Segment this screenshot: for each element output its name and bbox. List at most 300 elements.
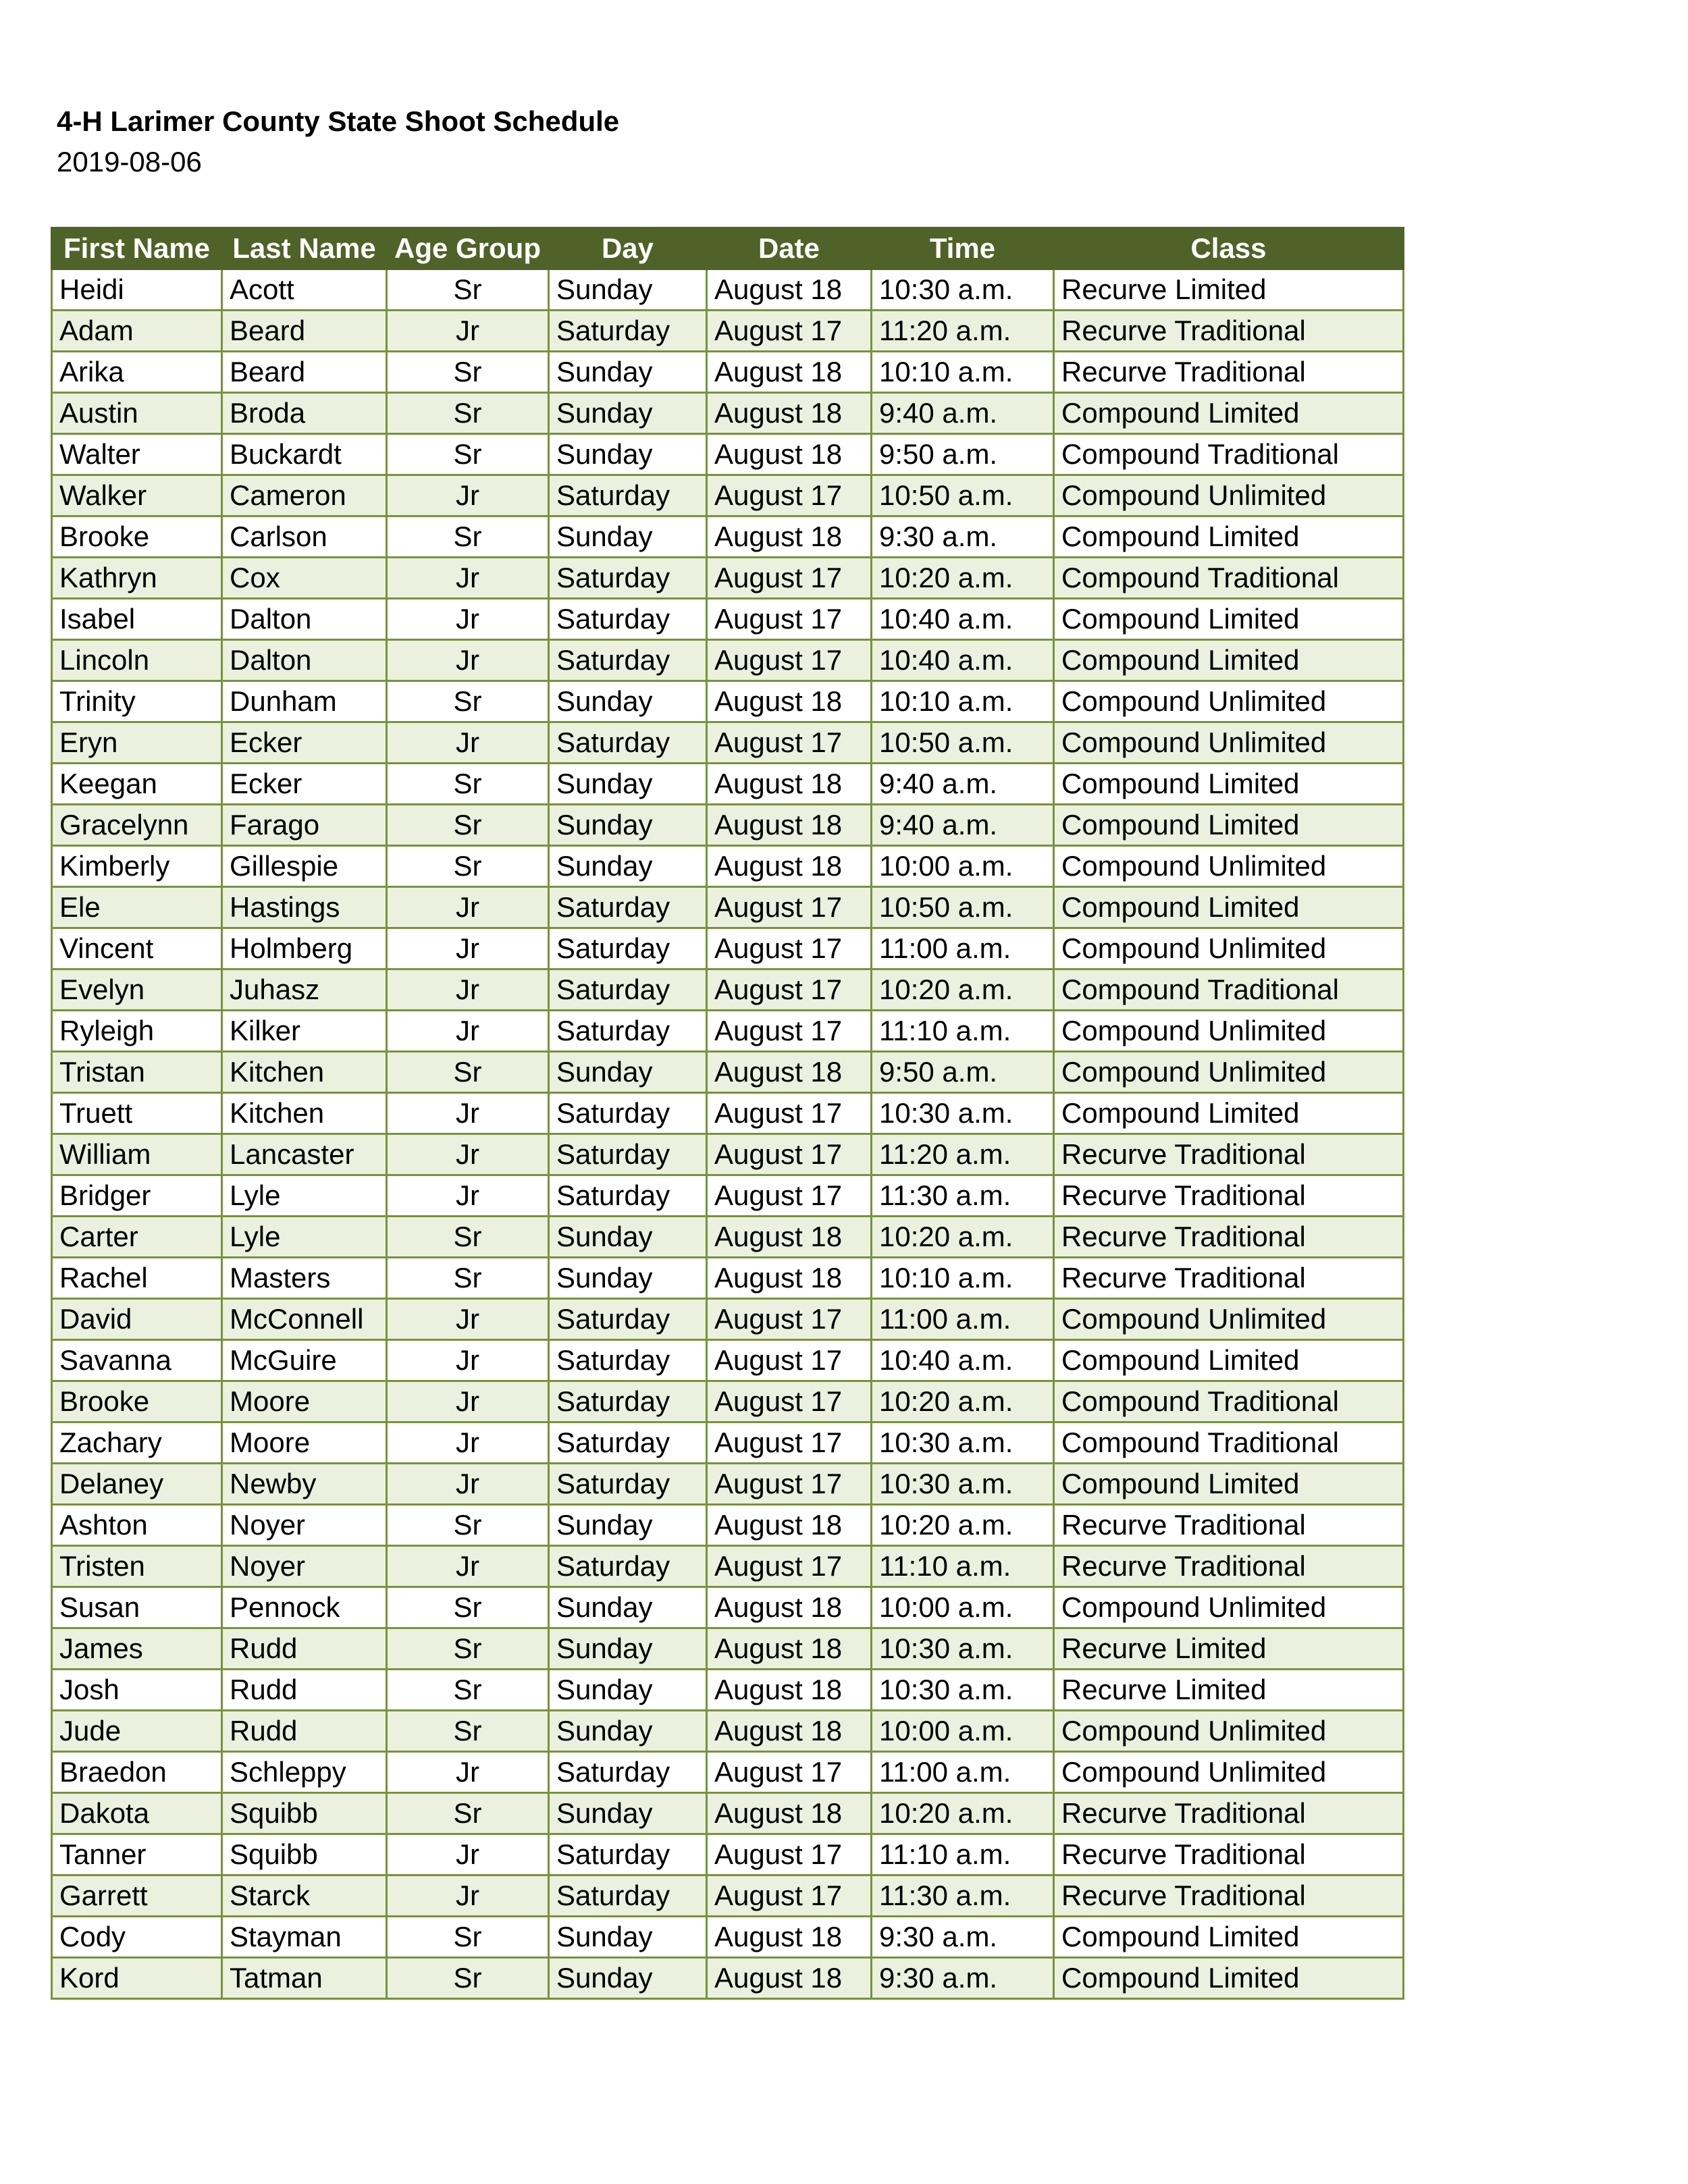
table-row	[52, 1464, 1404, 1505]
table-row	[52, 475, 1404, 516]
table-row	[52, 1505, 1404, 1546]
class-cell: Compound Unlimited	[1054, 681, 1404, 722]
age-group-cell: Sr	[387, 764, 549, 805]
day-cell: Sunday	[549, 1793, 707, 1834]
table-row	[52, 764, 1404, 805]
first-name-cell: Vincent	[52, 928, 222, 969]
time-cell: 11:10 a.m.	[872, 1834, 1054, 1875]
age-group-cell: Jr	[387, 1546, 549, 1587]
date-cell: August 18	[707, 1505, 872, 1546]
day-cell: Saturday	[549, 1834, 707, 1875]
class-cell: Compound Limited	[1054, 516, 1404, 558]
class-cell: Compound Limited	[1054, 393, 1404, 434]
day-cell: Saturday	[549, 475, 707, 516]
table-row	[52, 1258, 1404, 1299]
last-name-cell: McGuire	[222, 1340, 387, 1381]
table-row	[52, 1052, 1404, 1093]
age-group-cell: Sr	[387, 393, 549, 434]
time-cell: 10:00 a.m.	[872, 1711, 1054, 1752]
time-cell: 10:10 a.m.	[872, 681, 1054, 722]
class-cell: Compound Limited	[1054, 805, 1404, 846]
table-row	[52, 1711, 1404, 1752]
date-cell: August 17	[707, 1422, 872, 1464]
table-row	[52, 640, 1404, 681]
age-group-cell: Jr	[387, 1093, 549, 1134]
time-cell: 10:00 a.m.	[872, 846, 1054, 887]
day-cell: Saturday	[549, 599, 707, 640]
date-cell: August 18	[707, 1793, 872, 1834]
first-name-cell: Ryleigh	[52, 1011, 222, 1052]
first-name-cell: Ashton	[52, 1505, 222, 1546]
day-cell: Saturday	[549, 928, 707, 969]
first-name-cell: Arika	[52, 352, 222, 393]
table-row	[52, 928, 1404, 969]
first-name-cell: Rachel	[52, 1258, 222, 1299]
time-cell: 10:20 a.m.	[872, 1381, 1054, 1422]
class-cell: Compound Unlimited	[1054, 846, 1404, 887]
table-row	[52, 1134, 1404, 1175]
age-group-cell: Sr	[387, 1793, 549, 1834]
first-name-cell: Garrett	[52, 1875, 222, 1917]
day-cell: Saturday	[549, 1093, 707, 1134]
class-cell: Compound Limited	[1054, 1958, 1404, 1999]
last-name-cell: Broda	[222, 393, 387, 434]
age-group-cell: Jr	[387, 1175, 549, 1217]
table-row	[52, 1670, 1404, 1711]
report-date: 2019-08-06	[57, 146, 202, 178]
day-cell: Sunday	[549, 846, 707, 887]
time-cell: 10:20 a.m.	[872, 1793, 1054, 1834]
first-name-cell: Tanner	[52, 1834, 222, 1875]
age-group-cell: Sr	[387, 1217, 549, 1258]
first-name-cell: Dakota	[52, 1793, 222, 1834]
page-title: 4-H Larimer County State Shoot Schedule	[57, 105, 620, 137]
class-cell: Compound Traditional	[1054, 434, 1404, 475]
time-cell: 10:30 a.m.	[872, 1093, 1054, 1134]
table-row	[52, 1340, 1404, 1381]
day-cell: Sunday	[549, 352, 707, 393]
day-cell: Sunday	[549, 516, 707, 558]
time-cell: 10:00 a.m.	[872, 1587, 1054, 1628]
date-cell: August 17	[707, 1299, 872, 1340]
age-group-cell: Sr	[387, 1917, 549, 1958]
class-cell: Compound Traditional	[1054, 558, 1404, 599]
time-cell: 11:20 a.m.	[872, 1134, 1054, 1175]
age-group-cell: Sr	[387, 846, 549, 887]
shoot-schedule-table	[51, 227, 1404, 2000]
first-name-cell: Brooke	[52, 1381, 222, 1422]
time-cell: 10:30 a.m.	[872, 1422, 1054, 1464]
date-cell: August 18	[707, 516, 872, 558]
last-name-cell: Lancaster	[222, 1134, 387, 1175]
day-cell: Saturday	[549, 1464, 707, 1505]
table-row	[52, 352, 1404, 393]
date-cell: August 18	[707, 1917, 872, 1958]
date-cell: August 17	[707, 1134, 872, 1175]
last-name-cell: Beard	[222, 311, 387, 352]
time-cell: 11:10 a.m.	[872, 1546, 1054, 1587]
day-cell: Sunday	[549, 1670, 707, 1711]
age-group-cell: Jr	[387, 1752, 549, 1793]
class-cell: Recurve Traditional	[1054, 1546, 1404, 1587]
date-cell: August 17	[707, 1752, 872, 1793]
class-cell: Recurve Limited	[1054, 1670, 1404, 1711]
time-cell: 10:30 a.m.	[872, 1670, 1054, 1711]
table-row	[52, 681, 1404, 722]
day-cell: Saturday	[549, 311, 707, 352]
class-cell: Recurve Traditional	[1054, 1258, 1404, 1299]
day-cell: Sunday	[549, 1258, 707, 1299]
day-cell: Sunday	[549, 1958, 707, 1999]
class-cell: Compound Unlimited	[1054, 1011, 1404, 1052]
date-cell: August 17	[707, 1093, 872, 1134]
column-header-last-name: Last Name	[222, 228, 387, 269]
last-name-cell: Dalton	[222, 599, 387, 640]
time-cell: 10:50 a.m.	[872, 722, 1054, 764]
class-cell: Compound Unlimited	[1054, 722, 1404, 764]
table-row	[52, 516, 1404, 558]
day-cell: Saturday	[549, 887, 707, 928]
time-cell: 10:50 a.m.	[872, 887, 1054, 928]
last-name-cell: Beard	[222, 352, 387, 393]
class-cell: Recurve Traditional	[1054, 311, 1404, 352]
last-name-cell: Dalton	[222, 640, 387, 681]
column-header-class: Class	[1054, 228, 1404, 269]
table-row	[52, 805, 1404, 846]
table-row	[52, 1011, 1404, 1052]
class-cell: Compound Limited	[1054, 887, 1404, 928]
age-group-cell: Jr	[387, 1011, 549, 1052]
class-cell: Compound Unlimited	[1054, 1052, 1404, 1093]
last-name-cell: Buckardt	[222, 434, 387, 475]
date-cell: August 18	[707, 1958, 872, 1999]
age-group-cell: Sr	[387, 269, 549, 311]
age-group-cell: Sr	[387, 352, 549, 393]
class-cell: Recurve Traditional	[1054, 1834, 1404, 1875]
first-name-cell: Ele	[52, 887, 222, 928]
table-row	[52, 434, 1404, 475]
date-cell: August 17	[707, 722, 872, 764]
last-name-cell: Moore	[222, 1422, 387, 1464]
first-name-cell: Trinity	[52, 681, 222, 722]
day-cell: Sunday	[549, 434, 707, 475]
day-cell: Saturday	[549, 1011, 707, 1052]
date-cell: August 17	[707, 969, 872, 1011]
age-group-cell: Jr	[387, 1464, 549, 1505]
date-cell: August 17	[707, 1381, 872, 1422]
age-group-cell: Sr	[387, 1052, 549, 1093]
age-group-cell: Sr	[387, 1505, 549, 1546]
age-group-cell: Sr	[387, 434, 549, 475]
day-cell: Saturday	[549, 1381, 707, 1422]
age-group-cell: Jr	[387, 599, 549, 640]
last-name-cell: Squibb	[222, 1834, 387, 1875]
age-group-cell: Jr	[387, 928, 549, 969]
age-group-cell: Jr	[387, 1834, 549, 1875]
date-cell: August 18	[707, 269, 872, 311]
age-group-cell: Jr	[387, 558, 549, 599]
table-row	[52, 1217, 1404, 1258]
table-row	[52, 969, 1404, 1011]
last-name-cell: Newby	[222, 1464, 387, 1505]
age-group-cell: Sr	[387, 805, 549, 846]
date-cell: August 17	[707, 311, 872, 352]
date-cell: August 18	[707, 764, 872, 805]
last-name-cell: Rudd	[222, 1628, 387, 1670]
age-group-cell: Jr	[387, 722, 549, 764]
date-cell: August 18	[707, 393, 872, 434]
table-row	[52, 1958, 1404, 1999]
table-row	[52, 1546, 1404, 1587]
first-name-cell: Tristan	[52, 1052, 222, 1093]
last-name-cell: Ecker	[222, 764, 387, 805]
class-cell: Compound Limited	[1054, 1464, 1404, 1505]
first-name-cell: Walker	[52, 475, 222, 516]
time-cell: 10:50 a.m.	[872, 475, 1054, 516]
class-cell: Recurve Traditional	[1054, 352, 1404, 393]
class-cell: Recurve Limited	[1054, 269, 1404, 311]
table-row	[52, 1093, 1404, 1134]
day-cell: Saturday	[549, 558, 707, 599]
last-name-cell: Gillespie	[222, 846, 387, 887]
age-group-cell: Sr	[387, 1711, 549, 1752]
last-name-cell: Rudd	[222, 1670, 387, 1711]
last-name-cell: Pennock	[222, 1587, 387, 1628]
time-cell: 10:20 a.m.	[872, 558, 1054, 599]
class-cell: Recurve Traditional	[1054, 1217, 1404, 1258]
last-name-cell: Tatman	[222, 1958, 387, 1999]
table-row	[52, 722, 1404, 764]
day-cell: Saturday	[549, 1340, 707, 1381]
table-header-row	[52, 228, 1404, 269]
last-name-cell: Juhasz	[222, 969, 387, 1011]
first-name-cell: Heidi	[52, 269, 222, 311]
first-name-cell: Kathryn	[52, 558, 222, 599]
date-cell: August 18	[707, 1628, 872, 1670]
first-name-cell: Carter	[52, 1217, 222, 1258]
class-cell: Recurve Traditional	[1054, 1875, 1404, 1917]
first-name-cell: Kord	[52, 1958, 222, 1999]
day-cell: Saturday	[549, 1546, 707, 1587]
day-cell: Sunday	[549, 269, 707, 311]
table-row	[52, 1422, 1404, 1464]
date-cell: August 17	[707, 1340, 872, 1381]
table-row	[52, 1834, 1404, 1875]
age-group-cell: Jr	[387, 640, 549, 681]
time-cell: 9:40 a.m.	[872, 805, 1054, 846]
class-cell: Compound Unlimited	[1054, 1752, 1404, 1793]
age-group-cell: Jr	[387, 1422, 549, 1464]
date-cell: August 18	[707, 846, 872, 887]
day-cell: Saturday	[549, 1422, 707, 1464]
time-cell: 9:40 a.m.	[872, 764, 1054, 805]
class-cell: Compound Limited	[1054, 1917, 1404, 1958]
day-cell: Sunday	[549, 1505, 707, 1546]
time-cell: 10:10 a.m.	[872, 352, 1054, 393]
last-name-cell: Ecker	[222, 722, 387, 764]
age-group-cell: Jr	[387, 311, 549, 352]
date-cell: August 17	[707, 928, 872, 969]
column-header-first-name: First Name	[52, 228, 222, 269]
first-name-cell: David	[52, 1299, 222, 1340]
age-group-cell: Sr	[387, 516, 549, 558]
last-name-cell: Dunham	[222, 681, 387, 722]
time-cell: 11:30 a.m.	[872, 1875, 1054, 1917]
day-cell: Sunday	[549, 1711, 707, 1752]
age-group-cell: Sr	[387, 1587, 549, 1628]
column-header-day: Day	[549, 228, 707, 269]
date-cell: August 17	[707, 558, 872, 599]
last-name-cell: Lyle	[222, 1217, 387, 1258]
age-group-cell: Jr	[387, 969, 549, 1011]
time-cell: 9:40 a.m.	[872, 393, 1054, 434]
time-cell: 10:30 a.m.	[872, 1464, 1054, 1505]
last-name-cell: Hastings	[222, 887, 387, 928]
table-row	[52, 558, 1404, 599]
date-cell: August 18	[707, 1258, 872, 1299]
last-name-cell: Kilker	[222, 1011, 387, 1052]
class-cell: Compound Unlimited	[1054, 1587, 1404, 1628]
age-group-cell: Jr	[387, 887, 549, 928]
first-name-cell: Braedon	[52, 1752, 222, 1793]
date-cell: August 17	[707, 1546, 872, 1587]
age-group-cell: Jr	[387, 475, 549, 516]
first-name-cell: Jude	[52, 1711, 222, 1752]
date-cell: August 18	[707, 352, 872, 393]
first-name-cell: Tristen	[52, 1546, 222, 1587]
class-cell: Recurve Traditional	[1054, 1175, 1404, 1217]
last-name-cell: Starck	[222, 1875, 387, 1917]
table-row	[52, 1628, 1404, 1670]
time-cell: 10:20 a.m.	[872, 1505, 1054, 1546]
date-cell: August 18	[707, 1670, 872, 1711]
column-header-age-group: Age Group	[387, 228, 549, 269]
class-cell: Recurve Traditional	[1054, 1134, 1404, 1175]
table-row	[52, 1175, 1404, 1217]
age-group-cell: Jr	[387, 1875, 549, 1917]
class-cell: Compound Limited	[1054, 1093, 1404, 1134]
last-name-cell: Farago	[222, 805, 387, 846]
date-cell: August 18	[707, 805, 872, 846]
day-cell: Sunday	[549, 805, 707, 846]
table-row	[52, 1917, 1404, 1958]
class-cell: Recurve Traditional	[1054, 1505, 1404, 1546]
table-row	[52, 599, 1404, 640]
time-cell: 9:30 a.m.	[872, 1958, 1054, 1999]
time-cell: 11:10 a.m.	[872, 1011, 1054, 1052]
time-cell: 11:20 a.m.	[872, 311, 1054, 352]
date-cell: August 18	[707, 1587, 872, 1628]
last-name-cell: Rudd	[222, 1711, 387, 1752]
class-cell: Compound Unlimited	[1054, 1299, 1404, 1340]
last-name-cell: Cameron	[222, 475, 387, 516]
time-cell: 11:00 a.m.	[872, 1299, 1054, 1340]
age-group-cell: Sr	[387, 1628, 549, 1670]
date-cell: August 18	[707, 1052, 872, 1093]
date-cell: August 18	[707, 434, 872, 475]
last-name-cell: Kitchen	[222, 1093, 387, 1134]
first-name-cell: Lincoln	[52, 640, 222, 681]
class-cell: Compound Limited	[1054, 599, 1404, 640]
age-group-cell: Jr	[387, 1134, 549, 1175]
date-cell: August 17	[707, 1011, 872, 1052]
last-name-cell: Carlson	[222, 516, 387, 558]
last-name-cell: Holmberg	[222, 928, 387, 969]
time-cell: 10:40 a.m.	[872, 1340, 1054, 1381]
first-name-cell: Walter	[52, 434, 222, 475]
age-group-cell: Jr	[387, 1299, 549, 1340]
day-cell: Sunday	[549, 393, 707, 434]
last-name-cell: Squibb	[222, 1793, 387, 1834]
table-row	[52, 846, 1404, 887]
first-name-cell: Delaney	[52, 1464, 222, 1505]
day-cell: Sunday	[549, 1052, 707, 1093]
time-cell: 11:00 a.m.	[872, 1752, 1054, 1793]
date-cell: August 18	[707, 1711, 872, 1752]
last-name-cell: Schleppy	[222, 1752, 387, 1793]
time-cell: 11:00 a.m.	[872, 928, 1054, 969]
first-name-cell: Brooke	[52, 516, 222, 558]
first-name-cell: Susan	[52, 1587, 222, 1628]
day-cell: Saturday	[549, 1752, 707, 1793]
last-name-cell: Noyer	[222, 1505, 387, 1546]
date-cell: August 17	[707, 1875, 872, 1917]
date-cell: August 17	[707, 640, 872, 681]
date-cell: August 17	[707, 1834, 872, 1875]
date-cell: August 17	[707, 475, 872, 516]
day-cell: Sunday	[549, 1628, 707, 1670]
time-cell: 10:30 a.m.	[872, 269, 1054, 311]
date-cell: August 17	[707, 599, 872, 640]
time-cell: 10:40 a.m.	[872, 599, 1054, 640]
last-name-cell: Lyle	[222, 1175, 387, 1217]
table-row	[52, 269, 1404, 311]
first-name-cell: Keegan	[52, 764, 222, 805]
class-cell: Compound Traditional	[1054, 1381, 1404, 1422]
class-cell: Compound Limited	[1054, 1340, 1404, 1381]
first-name-cell: Bridger	[52, 1175, 222, 1217]
day-cell: Sunday	[549, 764, 707, 805]
table-row	[52, 1381, 1404, 1422]
first-name-cell: James	[52, 1628, 222, 1670]
time-cell: 9:30 a.m.	[872, 1917, 1054, 1958]
first-name-cell: Austin	[52, 393, 222, 434]
time-cell: 9:50 a.m.	[872, 434, 1054, 475]
last-name-cell: Moore	[222, 1381, 387, 1422]
age-group-cell: Sr	[387, 1670, 549, 1711]
first-name-cell: Zachary	[52, 1422, 222, 1464]
age-group-cell: Sr	[387, 681, 549, 722]
date-cell: August 17	[707, 1175, 872, 1217]
table-row	[52, 393, 1404, 434]
time-cell: 10:10 a.m.	[872, 1258, 1054, 1299]
last-name-cell: McConnell	[222, 1299, 387, 1340]
time-cell: 10:20 a.m.	[872, 969, 1054, 1011]
class-cell: Compound Traditional	[1054, 969, 1404, 1011]
day-cell: Saturday	[549, 969, 707, 1011]
first-name-cell: Eryn	[52, 722, 222, 764]
time-cell: 9:30 a.m.	[872, 516, 1054, 558]
date-cell: August 17	[707, 1464, 872, 1505]
day-cell: Sunday	[549, 681, 707, 722]
day-cell: Saturday	[549, 1875, 707, 1917]
time-cell: 10:40 a.m.	[872, 640, 1054, 681]
date-cell: August 17	[707, 887, 872, 928]
day-cell: Saturday	[549, 1175, 707, 1217]
table-body	[52, 269, 1404, 1999]
day-cell: Saturday	[549, 722, 707, 764]
first-name-cell: William	[52, 1134, 222, 1175]
